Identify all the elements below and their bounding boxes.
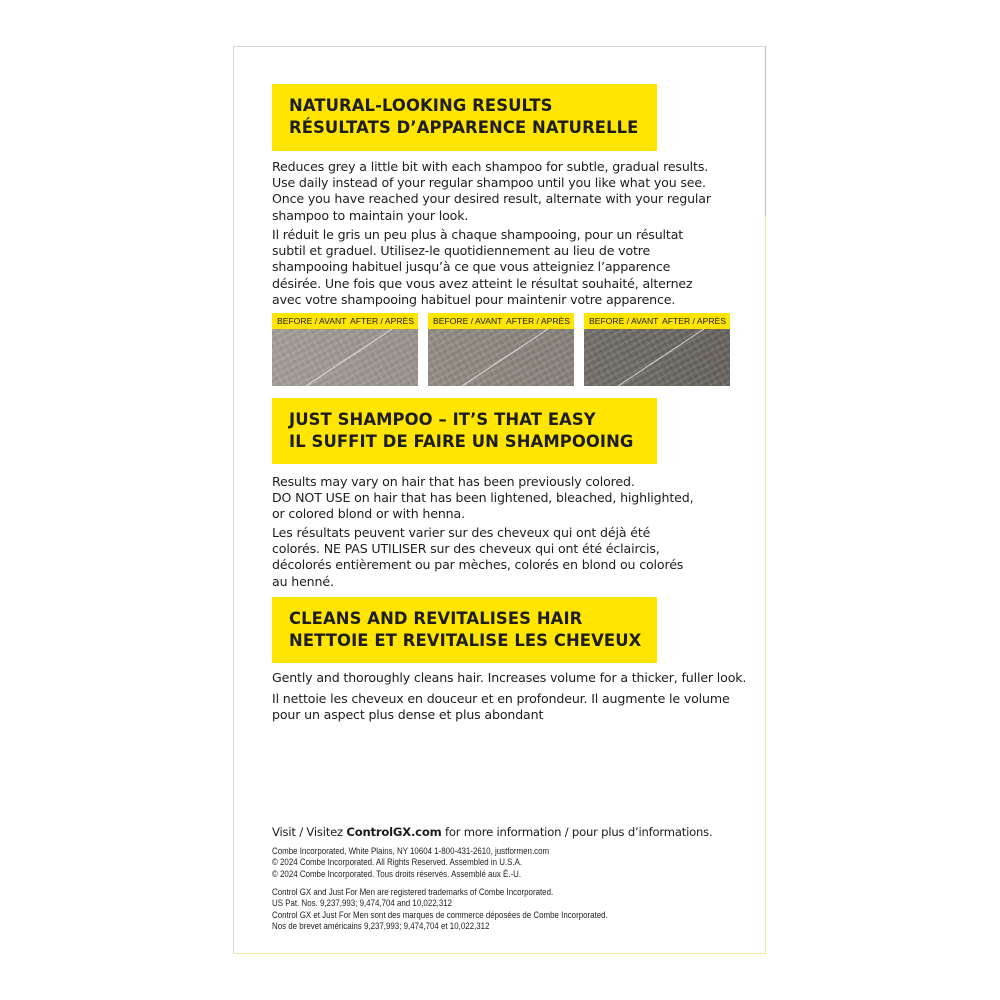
text-line: shampoo to maintain your look. [272, 207, 469, 223]
heading-line: CLEANS AND REVITALISES HAIR [289, 609, 583, 628]
text-line: Il nettoie les cheveux en douceur et en profondeur. Il augmente le volume [272, 691, 730, 706]
text-line: Use daily instead of your regular shampoo until you like what you see. [272, 175, 706, 191]
hair-swatch-graphic [584, 329, 730, 386]
heading-line: IL SUFFIT DE FAIRE UN SHAMPOOING [289, 432, 634, 451]
text-line: Results may vary on hair that has been previously colored. [272, 474, 635, 489]
after-label: AFTER / APRÈS [350, 316, 414, 326]
before-label: BEFORE / AVANT [433, 316, 503, 326]
visit-prefix: Visit / Visitez [272, 825, 347, 839]
legal-line: Nos de brevet américains 9,237,993; 9,474,704 et 10,022,312 [272, 920, 490, 931]
legal-line: US Pat. Nos. 9,237,993; 9,474,704 and 10,022,312 [272, 898, 453, 909]
text-line: or colored blond or with henna. [272, 506, 465, 522]
before-label: BEFORE / AVANT [277, 316, 347, 326]
package-panel [233, 46, 766, 954]
hair-swatch-graphic [428, 329, 574, 386]
legal-line: © 2024 Combe Incorporated. All Rights Reserved. Assembled in U.S.A. [272, 857, 523, 868]
paragraph-english-2 [272, 474, 742, 523]
legal-trademark-block [272, 887, 608, 932]
swatch-label-bar [272, 313, 418, 329]
text-line: shampooing habituel jusqu’à ce que vous atteigniez l’apparence [272, 259, 671, 275]
text-line: Il réduit le gris un peu plus à chaque shampooing, pour un résultat [272, 227, 684, 242]
paragraph-english-1 [272, 159, 742, 224]
heading-cleans-revitalises [272, 597, 657, 663]
panel-edge [765, 46, 766, 216]
hair-swatch-graphic [272, 329, 418, 386]
text-line: avec votre shampooing habituel pour maintenir votre apparence. [272, 291, 676, 307]
text-line: Reduces grey a little bit with each shampoo for subtle, gradual results. [272, 159, 709, 174]
paragraph-french-1 [272, 227, 742, 308]
paragraph-french-3 [272, 691, 742, 723]
legal-address-block [272, 846, 549, 880]
heading-just-shampoo [272, 398, 657, 464]
text-line: décolorés entièrement ou par mèches, colorés en blond ou colorés [272, 557, 684, 573]
visit-suffix: for more information / pour plus d’informations. [441, 825, 713, 839]
text-line: Les résultats peuvent varier sur des cheveux qui ont déjà été [272, 525, 651, 540]
hair-swatch-image [272, 329, 418, 386]
website-link[interactable]: ControlGX.com [346, 825, 442, 839]
text-line: Once you have reached your desired result, alternate with your regular [272, 191, 711, 207]
visit-website-line [272, 824, 713, 840]
text-line: désirée. Une fois que vous avez atteint le résultat souhaité, alternez [272, 275, 693, 291]
heading-line: RÉSULTATS D’APPARENCE NATURELLE [289, 118, 639, 137]
text-line: au henné. [272, 573, 334, 589]
before-label: BEFORE / AVANT [589, 316, 659, 326]
swatch-label-bar [584, 313, 730, 329]
text-line: subtil et graduel. Utilisez-le quotidiennement au lieu de votre [272, 243, 651, 259]
before-after-swatch-light [272, 313, 418, 386]
swatch-label-bar [428, 313, 574, 329]
heading-line: JUST SHAMPOO – IT’S THAT EASY [289, 410, 596, 429]
paragraph-french-2 [272, 525, 742, 590]
legal-line: Control GX and Just For Men are registered trademarks of Combe Incorporated. [272, 887, 554, 897]
hair-swatch-image [584, 329, 730, 386]
paragraph-english-3 [272, 670, 747, 686]
text-line: pour un aspect plus dense et plus abondant [272, 707, 544, 723]
hair-swatch-image [428, 329, 574, 386]
text-line: DO NOT USE on hair that has been lightened, bleached, highlighted, [272, 490, 694, 506]
after-label: AFTER / APRÈS [662, 316, 726, 326]
legal-line: Combe Incorporated, White Plains, NY 10604 1-800-431-2610, justformen.com [272, 846, 550, 856]
before-after-swatch-medium [428, 313, 574, 386]
heading-line: NATURAL-LOOKING RESULTS [289, 96, 553, 115]
after-label: AFTER / APRÈS [506, 316, 570, 326]
legal-line: © 2024 Combe Incorporated. Tous droits réservés. Assemblé aux É.-U. [272, 868, 522, 879]
heading-natural-results [272, 84, 657, 151]
heading-line: NETTOIE ET REVITALISE LES CHEVEUX [289, 631, 642, 650]
text-line: Gently and thoroughly cleans hair. Increases volume for a thicker, fuller look. [272, 670, 747, 685]
legal-line: Control GX et Just For Men sont des marques de commerce déposées de Combe Incorporated. [272, 909, 608, 920]
text-line: colorés. NE PAS UTILISER sur des cheveux qui ont été éclaircis, [272, 541, 660, 557]
before-after-swatch-dark [584, 313, 730, 386]
